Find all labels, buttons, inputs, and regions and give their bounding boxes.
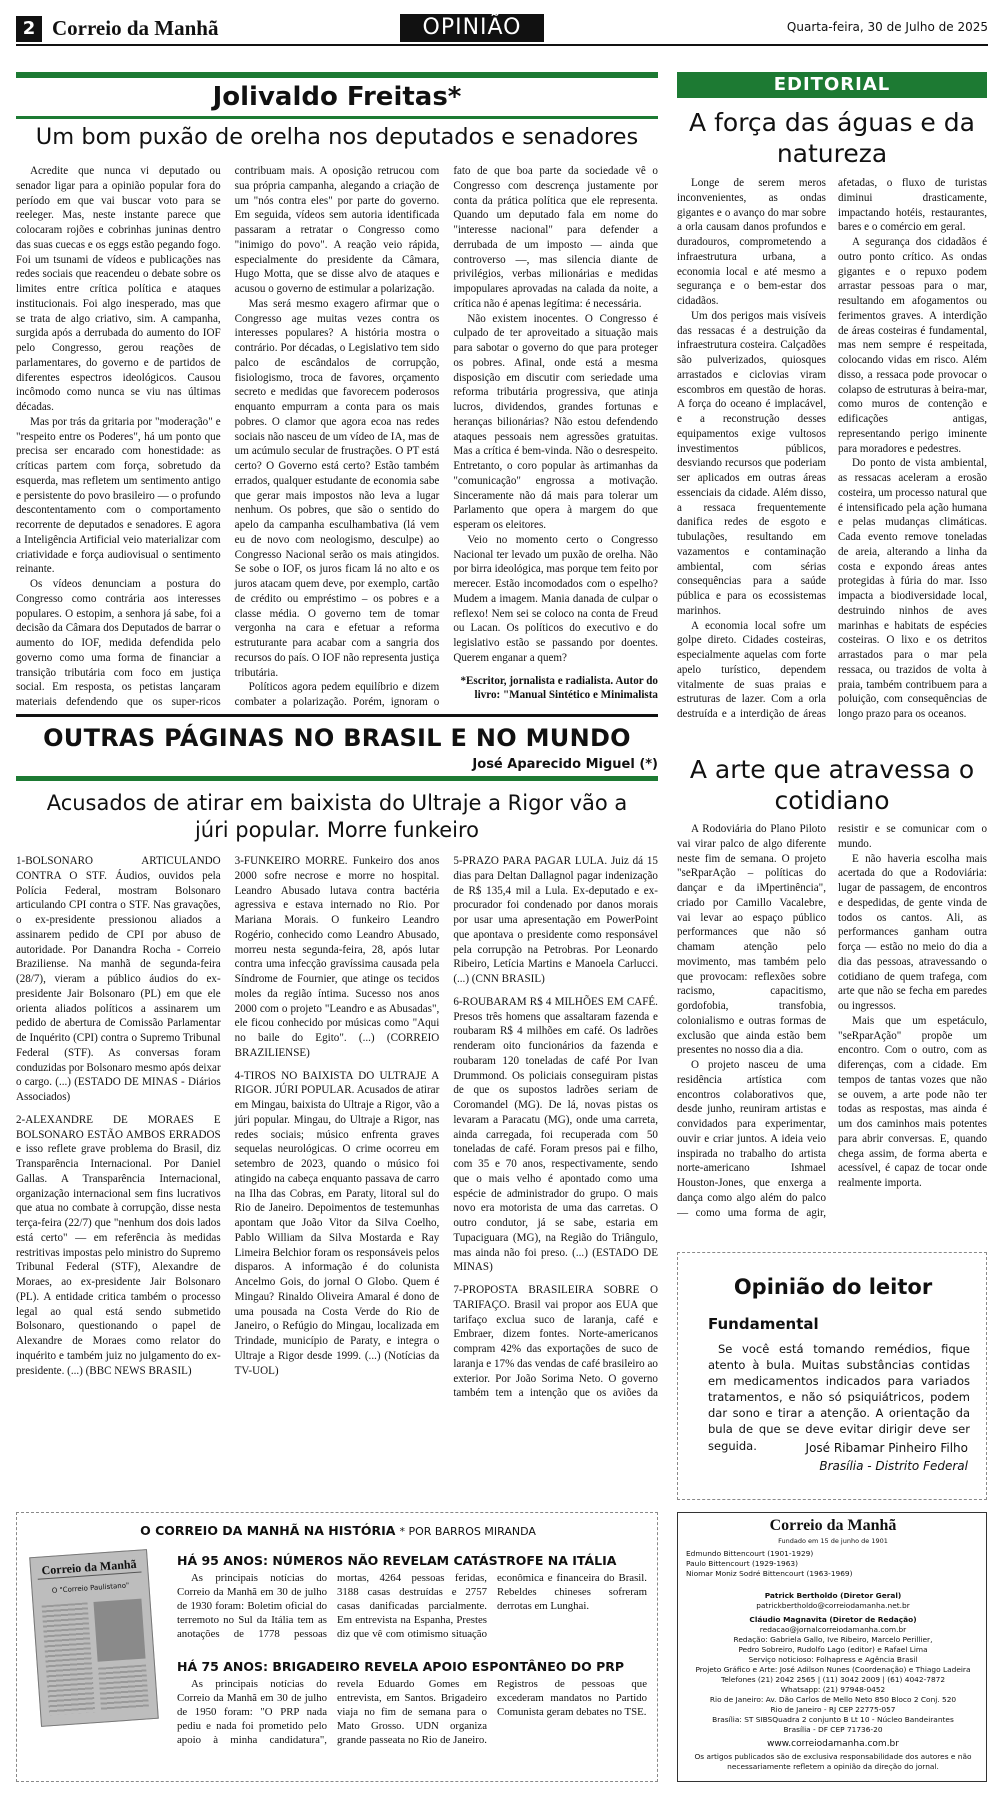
arte-paragraph: A Rodoviária do Plano Piloto vai virar palco de algo diferente neste fim de semana. O projeto "seRparAção – políticas do dançar e da iMpertinência", criado por Camillo Vacalebre, vai levar ao espaço público performances que não só chamam atenção pelo movimento, mas também pelo que provocam: reflexões sobre racismo, capacitismo, gordofobia, transfobia, colonialismo e outras formas de exclusão que ainda estão bem presentes no nosso dia a dia. bbox=[677, 823, 826, 1057]
director-line: Patrick Bertholdo (Diretor Geral) bbox=[764, 1591, 902, 1600]
author-rule bbox=[16, 116, 658, 119]
outras-body bbox=[16, 854, 658, 1414]
arte-body bbox=[677, 822, 987, 1240]
staff-line: Brasília - DF CEP 71736-20 bbox=[783, 1724, 883, 1734]
leitor-text: Se você está tomando remédios, fique atento à bula. Muitas substâncias contidas em medicamentos indicados para variados tratamentos, e não só psiquiátricos, podem dar sono e tirar a atenção. A orientação da bula de que se deve evitar dirigir deve ser seguida. bbox=[708, 1342, 970, 1453]
news-item: 5-PRAZO PARA PAGAR LULA. Juiz dá 15 dias para Deltan Dallagnol pagar indenização de R$ 135,4 mil a Lula. Ex-deputado e ex-procurador foi condenado por danos morais por usar uma apresentação em PowerPoint que apontava o presidente como responsável pela corrupção na Petrobras. Por Leonardo Ribeiro, Letícia Martins e Manoela Carlucci. (...) (CNN BRASIL) bbox=[453, 855, 658, 985]
outras-section-title: OUTRAS PÁGINAS NO BRASIL E NO MUNDO bbox=[43, 724, 631, 752]
outras-green-rule bbox=[16, 776, 658, 781]
page-date: Quarta-feira, 30 de Julho de 2025 bbox=[786, 20, 988, 34]
founder-line: Niomar Moniz Sodré Bittencourt (1963-1969) bbox=[686, 1568, 853, 1578]
editorial-paragraph: Um dos perigos mais visíveis das ressacas é a destruição da infraestrutura costeira. Calçadões são pulverizados, quiosques arrastados e ciclovias viram escombros em questão de horas. A força do oceano é implacável, e a reconstrução desses equipamentos exige vultosos investimentos públicos, desviando recursos que poderiam ser aplicados em outras áreas essenciais da cidade. Além disso, a ressaca frequentemente danifica redes de esgoto e tubulações, resultando em vazamentos e contaminação ambiental, com sérias consequências para a saúde pública e para os ecossistemas marinhos. bbox=[677, 309, 826, 617]
staff-line: Brasília: ST SIBSQuadra 2 conjunto B Lt 10 - Núcleo Bandeirantes bbox=[712, 1714, 954, 1724]
historia-item-text: As principais notícias do Correio da Manhã em 30 de julho de 1950 foram: "O PRP nada pediu e nada foi prometido pelo apoio à minha candidatura", revela Eduardo Gomes em entrevista, em Santos. Brigadeiro viaja no fim de semana para o Mato Grosso. UDN organiza grande passeata no Rio de Janeiro. Registros de pessoas que excederam mandatos no Partido Comunista geram debates no TSE. bbox=[177, 1678, 647, 1747]
historia-item-heading: HÁ 95 ANOS: NÚMEROS NÃO REVELAM CATÁSTROFE NA ITÁLIA bbox=[177, 1553, 617, 1568]
column-title: Um bom puxão de orelha nos deputados e senadores bbox=[35, 124, 639, 150]
disclaimer: Os artigos publicados são de exclusiva responsabilidade dos autores e não necessariamente refletem a opinião da direção do jornal. bbox=[694, 1751, 972, 1771]
image-text-lines bbox=[42, 1602, 96, 1715]
historia-newspaper-image bbox=[29, 1549, 159, 1727]
staff-line: Serviço noticioso: Folhapress e Agência Brasil bbox=[748, 1654, 918, 1664]
article-paragraph: Mas será mesmo exagero afirmar que o Congresso age muitas vezes contra os interesses populares? A história mostra o contrário. Por décadas, o Legislativo tem sido palco de escândalos de corrupção, fisiologismo, troca de favores, orçamento secreto e medidas que favorecem poderosos enquanto empurram a conta para os mais pobres. O clamor que agora ecoa nas redes sociais não nasceu de um vídeo de IA, mas de um acúmulo secular de frustrações. O PT está certo? O Governo está certo? Estão também errados, qualquer estudante de economia sabe que gerar mais impostos não leva a lugar nenhum. Os pobres, que são o sentido do apelo da campanha esculhambativa (lá vem eu de novo com neologismo, desculpe) ao Congresso Nacional serão os mais atingidos. Se sobe o IOF, os juros ficam lá no alto e os juros atacam quem deve, por exemplo, cartão de crédito ou empréstimo – os pobres e a classe média. O governo tem de tomar vergonha na cara e efetuar a reforma estruturante para acabar com a sangria dos recursos do país. O IOF não representa justiça tributária. bbox=[234, 297, 440, 679]
page-number: 2 bbox=[16, 16, 42, 42]
editorial-tag: EDITORIAL bbox=[677, 72, 987, 98]
article-footnote: *Escritor, jornalista e radialista. Autor do livro: "Manual Sintético e Minimalista bbox=[460, 674, 658, 702]
expediente-directors bbox=[686, 1591, 980, 1772]
column-author: Jolivaldo Freitas* bbox=[212, 82, 462, 112]
news-item: 2-ALEXANDRE DE MORAES E BOLSONARO ESTÃO AMBOS ERRADOS e isso reflete grave problema do Brasil, diz Transparência Internacional. Por Daniel Gallas. A Transparência Internacional, organização internacional sem fins lucrativos que atua no combate à corrupção, disse nesta terça-feira (22/7) que "nenhum dos dois lados está certo" — em referência às medidas restritivas impostas pelo ministro do Supremo Tribunal Federal (STF), Alexandre de Moraes, ao ex-presidente Jair Bolsonaro (PL). A entidade critica também o processo legal ao qual está sendo submetido Bolsonaro, questionando o papel de Alexandre de Moraes como relator do inquérito e também juiz no julgamento do ex-presidente. (...) (BBC NEWS BRASIL) bbox=[16, 1113, 221, 1377]
expediente-brand: Correio da Manhã bbox=[769, 1517, 897, 1534]
founder-line: Edmundo Bittencourt (1901-1929) bbox=[686, 1549, 814, 1558]
article-paragraph: Mas por trás da gritaria por "moderação" e "respeito entre os Poderes", há um ponto que precisa ser encarado com honestidade: as críticas partem com força, sobretudo da esquerda, mas refletem um sentimento antigo e persistente do povo brasileiro — o profundo descontentamento com o comportamento recorrente de deputados e senadores. E agora a Inteligência Artificial veio materializar com criatividade e força audiovisual o sentimento reinante. bbox=[16, 415, 221, 576]
staff-line: Redação: Gabriela Gallo, Ive Ribeiro, Marcelo Perillier, bbox=[733, 1634, 933, 1644]
brand-logo: Correio da Manhã bbox=[52, 16, 219, 40]
editorial-paragraph: A economia local sofre um golpe direto. Cidades costeiras, especialmente aquelas com forte apelo turístico, dependem vitalmente de suas praias e estruturas de lazer. Com a orla destruída e a interdição de áreas afetadas, o fluxo de turistas diminui drasticamente, impactando hotéis, restaurantes, bares e o comércio em geral. bbox=[677, 177, 987, 720]
leitor-place: Brasília - Distrito Federal bbox=[819, 1459, 968, 1473]
news-item: 6-ROUBARAM R$ 4 MILHÕES EM CAFÉ. Presos três homens que assaltaram fazenda e roubaram R$ 4 milhões em café. Os ladrões renderam oito funcionários da fazenda e roubaram 120 toneladas de café Por Ivan Drummond. Os policiais conseguiram pistas de que os supostos ladrões seriam de Coromandel (MG). De lá, novas pistas os levaram a Paracatu (MG), onde uma carreta, ainda carregada, foi recuperada com 50 toneladas de café. Foram presos pai e filho, com 35 e 70 anos, respectivamente, sendo que o mais velho é apontado como uma espécie de administrador do grupo. O mais novo era motorista de uma das carretas. O outro condutor, já se sabe, estaria em Tupaciguara (MG), na Região do Triângulo, mas ainda não foi preso. (...) (ESTADO DE MINAS) bbox=[453, 995, 658, 1274]
editorial-paragraph: Do ponto de vista ambiental, as ressacas aceleram a erosão costeira, um processo natural que é intensificado pela ação humana e pelas mudanças climáticas. Cada evento remove toneladas de areia, alterando a linha da costa e expondo áreas antes protegidas à fúria do mar. Isso impacta a biodiversidade local, destruindo ninhos de aves marinhas e habitats de espécies costeiras. O lixo e os detritos arrastados para o mar pela ressaca, ou trazidos de volta à praia, também contribuem para a poluição, com consequências de longo prazo para os oceanos. bbox=[838, 457, 987, 720]
staff-line: Whatsapp: (21) 97948-0452 bbox=[780, 1684, 886, 1694]
historia-box bbox=[16, 1512, 658, 1782]
expediente-box bbox=[677, 1512, 987, 1782]
expediente-founded: Fundado em 15 de junho de 1901 bbox=[778, 1537, 888, 1545]
arte-paragraph: Mais que um espetáculo, "seRparAção" propõe um encontro. Com o outro, com as diferenças, com a cidade. Em tempos de tantas vozes que não se ouvem, a arte pode não ter todas as respostas, mas ainda é um dos caminhos mais potentes para abrir conversas. E, quando chega assim, de forma aberta e acessível, é capaz de tocar onde realmente importa. bbox=[838, 1014, 987, 1189]
article-paragraph: Políticos agora pedem equilíbrio e dizem combater a polarização. Porém, ignoram o fato de que boa parte da sociedade vê o Congresso com descrença justamente por conta da prática política que ele representa. Quando um deputado fala em nome do "interesse nacional" para defender a derrubada de um imposto — ainda que controverso —, mas silencia diante de privilégios, verbas milionárias e medidas impopulares aprovadas na calada da noite, a crítica não é apenas legítima: é necessária. bbox=[234, 165, 658, 708]
historia-item-text: As principais notícias do Correio da Manhã em 30 de julho de 1930 foram: Boletim oficial do terremoto no Sul da Itália tem as anotações de 1778 pessoas mortas, 4264 pessoas feridas, 3188 casas destruídas e 2757 casas danificadas parcialmente. Em entrevista na Espanha, Prestes diz que vê com otimismo situação econômica e financeira do Brasil. Rebeldes chineses sofreram derrotas em Lunghai. bbox=[177, 1572, 647, 1641]
header-rule bbox=[16, 44, 988, 46]
image-photo bbox=[93, 1599, 145, 1662]
staff-line: Rio de Janeiro - RJ CEP 22775-057 bbox=[770, 1704, 896, 1714]
editor-email: redacao@jornalcorreiodamanha.com.br bbox=[759, 1624, 907, 1634]
editorial-body bbox=[677, 176, 987, 736]
leitor-frame bbox=[677, 1252, 987, 1500]
historia-header bbox=[17, 1523, 659, 1538]
article-top-bar bbox=[16, 72, 658, 78]
article-paragraph: Não existem inocentes. O Congresso é culpado de ter aproveitado a situação mais para sabotar o governo do que para proteger os pobres. Afinal, onde está a mesma disposição em discutir com seriedade uma reforma tributária progressiva, que atinja lucros, dividendos, grandes fortunas e heranças bilionárias? Não estou defendendo ataques pessoais nem agressões gratuitas. Mas a crítica é bem-vinda. Não o desrespeito. Entretanto, o coro popular às artimanhas da "comunicação" engrossa a motivação. Sinceramente não dá mais para tolerar um Parlamento que opera à margem do que esperam os eleitores. bbox=[453, 312, 658, 531]
staff-line: Telefones (21) 2042 2565 | (11) 3042 2009 | (61) 4042-7872 bbox=[720, 1674, 946, 1684]
outras-top-rule bbox=[16, 714, 658, 717]
column-article-body bbox=[16, 164, 658, 712]
image-caption: O "Correio Paulistano" bbox=[51, 1581, 130, 1595]
staff-line: Rio de Janeiro: Av. Dão Carlos de Mello Neto 850 Bloco 2 Conj. 520 bbox=[709, 1694, 957, 1704]
staff-line: Projeto Gráfico e Arte: José Adilson Nunes (Coordenação) e Thiago Ladeira bbox=[695, 1664, 971, 1674]
article-paragraph: Veio no momento certo o Congresso Nacional ter levado um puxão de orelha. Não por birra ideológica, mas porque tem feito por merecer. Estão incomodados com o espelho? Mudem a imagem. Mania danada de culpar o reflexo! Nem sei se coloco na conta de Freud ou Lacan. Os políticos do executivo e do legislativo estão se passando por doentes. Querem enganar a quem? bbox=[453, 533, 658, 664]
editorial-title: A força das águas e da natureza bbox=[689, 108, 975, 168]
leitor-subtitle: Fundamental bbox=[708, 1315, 819, 1333]
editorial-paragraph: A segurança dos cidadãos é outro ponto crítico. As ondas gigantes e o repuxo podem arrastar pessoas para o mar, resultando em afogamentos ou ferimentos graves. A interdição de áreas costeiras é fundamental, mas nem sempre é respeitada, colocando vidas em risco. Além disso, a ressaca pode provocar o colapso de estruturas à beira-mar, como muros de contenção e edificações antigas, representando perigo iminente para moradores e pedestres. bbox=[838, 236, 987, 455]
editorial-paragraph: Longe de serem meros inconvenientes, as ondas gigantes e o avanço do mar sobre a orla causam danos profundos e duradouros, comprometendo a infraestrutura urbana, a economia local e até mesmo a segurança e o bem-estar dos cidadãos. bbox=[677, 177, 826, 307]
expediente-founders bbox=[686, 1549, 980, 1579]
site-link[interactable]: www.correiodamanha.com.br bbox=[767, 1738, 899, 1749]
leitor-title: Opinião do leitor bbox=[733, 1275, 933, 1299]
historia-item-body bbox=[177, 1677, 647, 1747]
director-email: patrickbertholdo@correiodamanha.net.br bbox=[756, 1600, 910, 1610]
arte-paragraph: E não haveria escolha mais acertada do que a Rodoviária: lugar de passagem, de encontros e despedidas, de gente vinda de todos os cantos. Ali, as performances ganham outra força — estão no meio do dia a dia das pessoas, atravessando o cotidiano de quem trafega, com arte que não se fecha em paredes ou ingressos. bbox=[838, 852, 987, 1012]
news-item: 4-TIROS NO BAIXISTA DO ULTRAJE A RIGOR. JÚRI POPULAR. Acusados de atirar em Mingau, baixista do Ultraje a Rigor, vão a júri popular. Mingau, do Ultraje a Rigor, nas redes sociais; músico enfrenta graves sequelas neurológicas. O crime ocorreu em setembro de 2023, quando o músico foi atingido na cabeça enquanto passava de carro na Ilha das Cobras, em Paraty, litoral sul do Rio de Janeiro. Depoimentos de testemunhas apontam que João Vitor da Silva Coelho, Pablo William da Silva Mostarda e Ray Limeira Belchior foram os responsáveis pelos disparos. A informação é do colunista Ancelmo Gois, do jornal O Globo. Quem é Mingau? Rinaldo Oliveira Amaral é dono de uma pousada na Costa Verde do Rio de Janeiro, o Refúgio do Mingau, localizada em Trindade, município de Paraty, e integra o Ultraje a Rigor desde 1999. (...) (Notícias da TV-UOL) bbox=[234, 1069, 440, 1377]
arte-title: A arte que atravessa o cotidiano bbox=[689, 755, 975, 815]
outras-byline: José Aparecido Miguel (*) bbox=[472, 757, 658, 772]
image-masthead: Correio da Manhã bbox=[37, 1557, 142, 1580]
historia-item-body bbox=[177, 1571, 647, 1641]
staff-line: Pedro Sobreiro, Rudolfo Lago (editor) e Rafael Lima bbox=[738, 1644, 928, 1654]
editor-line: Cláudio Magnavita (Diretor de Redação) bbox=[749, 1614, 917, 1624]
outras-headline: Acusados de atirar em baixista do Ultraje a Rigor vão a júri popular. Morre funkeiro bbox=[46, 791, 628, 843]
image-text-lines bbox=[98, 1664, 149, 1711]
leitor-author: José Ribamar Pinheiro Filho bbox=[805, 1441, 968, 1455]
founder-line: Paulo Bittencourt (1929-1963) bbox=[686, 1558, 799, 1568]
historia-section-byline: * POR BARROS MIRANDA bbox=[399, 1525, 536, 1538]
article-paragraph: Acredite que nunca vi deputado ou senador ligar para a opinião popular fora do período em que vai buscar voto para se reeleger. Mas, neste instante parece que colocaram rojões e cobrinhas juninas dentro das suas cuecas e os eggs estão pegando fogo. Foi um tsunami de vídeos e publicações nas redes sociais que reacendeu o debate sobre os limites entre crítica política e ataques institucionais. Foi algo inesperado, mas que se trata de algo criativo, sim. A campanha, surgida após a derrubada do aumento do IOF pelo Congresso, gerou reações de parlamentares, do governo e de partidos de diferentes espectros ideológicos. Causou incômodo como nunca se viu nas últimas décadas. bbox=[16, 165, 221, 413]
article-paragraph: Os vídeos denunciam a postura do Congresso como contrária aos interesses populares. O estopim, a senhora já sabe, foi a decisão da Câmara dos Deputados de barrar o aumento do IOF, medida defendida pelo governo como uma forma de financiar a transição tributária com foco em justiça social. Em resposta, os petistas lançaram materiais defendendo que os super-ricos contribuam mais. A oposição retrucou com sua própria campanha, alegando a criação de um "nós contra eles" por parte do governo. Em seguida, vídeos sem autoria identificada passaram a retratar o Congresso como "inimigo do povo". A reação veio rápida, especialmente do presidente da Câmara, Hugo Motta, que se disse alvo de ataques e acusou o governo de estimular a polarização. bbox=[16, 165, 440, 708]
news-item: 3-FUNKEIRO MORRE. Funkeiro dos anos 2000 sofre necrose e morre no hospital. Leandro Abusado lutava contra bactéria agressiva e estava internado no Rio. Por Mariana Morais. O funkeiro Leandro Rogério, conhecido como Leandro Abusado, morreu nesta segunda-feira, 28, após lutar contra uma infecção gravíssima causada pela Síndrome de Fournier, que atinge os tecidos moles da região íntima. Sucesso nos anos 2000 com o projeto "Leandro e as Abusadas", ele ficou conhecido por músicas como "Aqui no baile do Egito". (...) (CORREIO BRAZILIENSE) bbox=[234, 855, 440, 1059]
historia-item-heading: HÁ 75 ANOS: BRIGADEIRO REVELA APOIO ESPONTÂNEO DO PRP bbox=[177, 1659, 625, 1674]
news-item: 7-PROPOSTA BRASILEIRA SOBRE O TARIFAÇO. Brasil vai propor aos EUA que tarifaço exclua suco de laranja, café e Embraer, dizem fontes. Norte-americanos compram 42% das exportações de suco de laranja e 17% das vendas de café brasileiro ao exterior. Por João Sorima Neto. O governo também tem a intenção que os aviões da bbox=[453, 1284, 658, 1400]
arte-paragraph: O projeto nasceu de uma residência artística com encontros colaborativos que, desde junho, reuniram artistas e convidados para experimentar, ouvir e criar juntos. A ideia veio inspirada no trabalho do artista norte-americano Ishmael Houston-Jones, que enxerga a dança como algo além do palco — como uma forma de agir, resistir e se comunicar com o mundo. bbox=[677, 823, 987, 1219]
historia-section-title: O CORREIO DA MANHÃ NA HISTÓRIA bbox=[140, 1523, 396, 1538]
section-title: OPINIÃO bbox=[400, 14, 544, 42]
news-item: 1-BOLSONARO ARTICULANDO CONTRA O STF. Áudios, ouvidos pela Polícia Federal, mostram Bolsonaro articulando CPI contra o STF. Nas gravações, o ex-presidente pressionou aliados a assinarem pedido de CPI por abuso de autoridade. Por Danandra Rocha - Correio Braziliense. Na manhã de segunda-feira (28/7), vieram a público áudios do ex-presidente Jair Bolsonaro (PL) em que ele orienta aliados políticos a assinarem um pedido de abertura de Comissão Parlamentar de Inquérito (CPI) contra o Supremo Tribunal Federal (STF). As conversas foram conduzidas por Bolsonaro mesmo após deixar o cargo. (...) (ESTADO DE MINAS - Diários Associados) bbox=[16, 855, 221, 1103]
